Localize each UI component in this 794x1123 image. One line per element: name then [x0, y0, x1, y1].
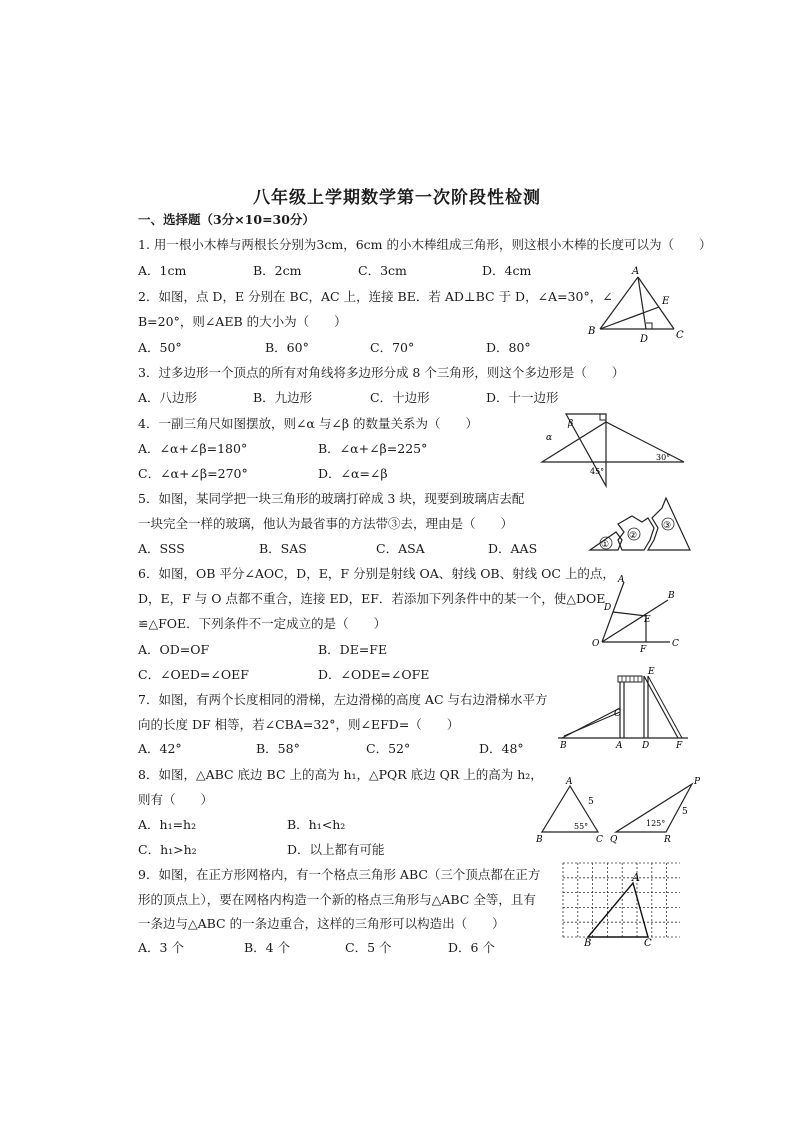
q8-label-q: Q — [610, 835, 618, 845]
q6-option-d: D．∠ODE=∠OFE — [318, 667, 430, 682]
q4-label-30: 30° — [656, 453, 671, 462]
q6-option-c: C．∠OED=∠OEF — [138, 667, 249, 682]
q8-label-angle55: 55° — [574, 822, 589, 831]
q4-label-beta: β — [568, 419, 574, 429]
q5-option-c: C．ASA — [376, 541, 425, 556]
q4-label-alpha: α — [546, 433, 553, 443]
q4-option-d: D．∠α=∠β — [318, 466, 388, 481]
q4-label-45: 45° — [590, 467, 605, 476]
q2-option-b: B．60° — [265, 340, 309, 355]
q8-triangle-abc-figure — [534, 774, 606, 846]
q2-option-d: D．80° — [486, 340, 531, 355]
q2-label-c: C — [676, 330, 684, 341]
q6-label-c: C — [672, 639, 679, 649]
q2-label-a: A — [632, 266, 640, 277]
q7-label-e: E — [648, 667, 655, 677]
q9-label-b: B — [584, 938, 592, 947]
q6-label-o: O — [592, 639, 600, 649]
q7-option-b: B．58° — [256, 741, 300, 756]
question-2-line1: 2．如图，点 D，E 分别在 BC，AC 上，连接 BE．若 AD⊥BC 于 D，∠A=30°，∠ — [138, 289, 613, 304]
q6-label-e: E — [644, 615, 651, 625]
q9-option-a: A．3 个 — [138, 940, 184, 955]
question-4-text: 4．一副三角尺如图摆放，则∠α 与∠β 的数量关系为（ ） — [138, 416, 479, 431]
q2-option-c: C．70° — [370, 340, 415, 355]
q5-label-piece1: ① — [601, 540, 610, 550]
q9-option-d: D．6 个 — [448, 940, 495, 955]
q9-label-c: C — [644, 938, 652, 947]
q8-option-d: D．以上都有可能 — [287, 842, 385, 857]
q8-label-side-b: 5 — [682, 807, 688, 817]
question-5-line1: 5．如图，某同学把一块三角形的玻璃打碎成 3 块，现要到玻璃店去配 — [138, 491, 525, 506]
q1-option-d: D．4cm — [482, 263, 532, 278]
q5-label-piece3: ③ — [663, 521, 672, 531]
q3-option-c: C．十边形 — [370, 390, 430, 405]
q8-option-c: C．h₁>h₂ — [138, 842, 197, 857]
q6-label-f: F — [640, 645, 647, 655]
question-8-line1: 8．如图，△ABC 底边 BC 上的高为 h₁，△PQR 底边 QR 上的高为 h₂， — [138, 767, 543, 782]
question-6-line3: ≌△FOE．下列条件不一定成立的是（ ） — [138, 616, 387, 631]
exam-title: 八年级上学期数学第一次阶段性检测 — [253, 188, 541, 208]
q5-option-a: A．SSS — [138, 541, 185, 556]
q8-option-b: B．h₁<h₂ — [287, 817, 346, 832]
q2-triangle-figure — [582, 262, 692, 344]
q8-label-r: R — [664, 835, 671, 845]
q7-label-c: C — [614, 709, 621, 719]
q3-option-b: B．九边形 — [253, 390, 313, 405]
question-7-line2: 向的长度 DF 相等，若∠CBA=32°，则∠EFD=（ ） — [138, 717, 460, 732]
q4-set-squares-figure — [538, 410, 688, 490]
q8-label-side-a: 5 — [588, 797, 594, 807]
q6-option-b: B．DE=FE — [318, 642, 388, 657]
question-9-line2: 形的顶点上），要在网格内构造一个新的格点三角形与△ABC 全等，且有 — [138, 892, 536, 907]
q7-option-a: A．42° — [138, 741, 182, 756]
question-6-line2: D，E，F 与 O 点都不重合，连接 ED，EF．若添加下列条件中的某一个，使△DOE — [138, 591, 606, 606]
q6-option-a: A．OD=OF — [138, 642, 210, 657]
q1-option-c: C．3cm — [358, 263, 407, 278]
q6-angle-bisector-figure — [588, 572, 688, 656]
q7-label-a: A — [616, 741, 623, 751]
q5-broken-glass-figure — [586, 494, 696, 556]
q2-label-d: D — [640, 334, 649, 344]
q6-label-b: B — [668, 591, 675, 601]
q8-label-a: A — [566, 777, 573, 787]
q9-grid-figure — [558, 857, 680, 947]
q4-option-b: B．∠α+∠β=225° — [318, 441, 428, 456]
q3-option-a: A．八边形 — [138, 390, 198, 405]
q9-option-c: C．5 个 — [345, 940, 392, 955]
q8-label-c: C — [596, 835, 603, 845]
question-7-line1: 7．如图，有两个长度相同的滑梯，左边滑梯的高度 AC 与右边滑梯水平方 — [138, 692, 548, 707]
section-heading: 一、选择题（3分×10=30分） — [138, 212, 315, 227]
q2-label-b: B — [588, 326, 596, 337]
q5-option-b: B．SAS — [259, 541, 307, 556]
q2-label-e: E — [662, 296, 670, 307]
q2-option-a: A．50° — [138, 340, 182, 355]
question-5-line2: 一块完全一样的玻璃，他认为最省事的方法带③去，理由是（ ） — [138, 516, 514, 531]
q7-slides-figure — [556, 666, 691, 752]
question-3-text: 3．过多边形一个顶点的所有对角线将多边形分成 8 个三角形，则这个多边形是（ ） — [138, 365, 625, 380]
question-8-line2: 则有（ ） — [138, 792, 214, 807]
q5-option-d: D．AAS — [488, 541, 538, 556]
q1-option-b: B．2cm — [253, 263, 302, 278]
q8-label-b: B — [536, 835, 543, 845]
q4-option-a: A．∠α+∠β=180° — [138, 441, 248, 456]
q3-option-d: D．十一边形 — [486, 390, 559, 405]
q7-option-d: D．48° — [479, 741, 524, 756]
q4-option-c: C．∠α+∠β=270° — [138, 466, 248, 481]
q8-label-p: P — [694, 777, 700, 787]
q5-label-piece2: ② — [629, 531, 638, 541]
q1-option-a: A．1cm — [138, 263, 187, 278]
q8-label-angle125: 125° — [646, 819, 666, 828]
question-1-text: 1. 用一根小木棒与两根长分别为3cm，6cm 的小木棒组成三角形，则这根小木棒的长度可以为（ ） — [138, 237, 712, 252]
q7-label-d: D — [642, 741, 650, 751]
q8-option-a: A．h₁=h₂ — [138, 817, 197, 832]
q7-label-f: F — [676, 741, 683, 751]
q6-label-a: A — [618, 575, 625, 585]
q7-option-c: C．52° — [366, 741, 411, 756]
question-2-line2: B=20°，则∠AEB 的大小为（ ） — [138, 314, 347, 329]
question-6-line1: 6．如图，OB 平分∠AOC，D，E，F 分别是射线 OA、射线 OB、射线 OC 上的点， — [138, 566, 615, 581]
question-9-line1: 9．如图，在正方形网格内，有一个格点三角形 ABC（三个顶点都在正方 — [138, 867, 541, 882]
q8-triangle-pqr-figure — [608, 774, 700, 846]
q9-option-b: B．4 个 — [244, 940, 291, 955]
question-9-line3: 一条边与△ABC 的一条边重合，这样的三角形可以构造出（ ） — [138, 916, 505, 931]
q9-label-a: A — [632, 871, 640, 884]
q7-label-b: B — [560, 741, 567, 751]
q6-label-d: D — [604, 603, 612, 613]
